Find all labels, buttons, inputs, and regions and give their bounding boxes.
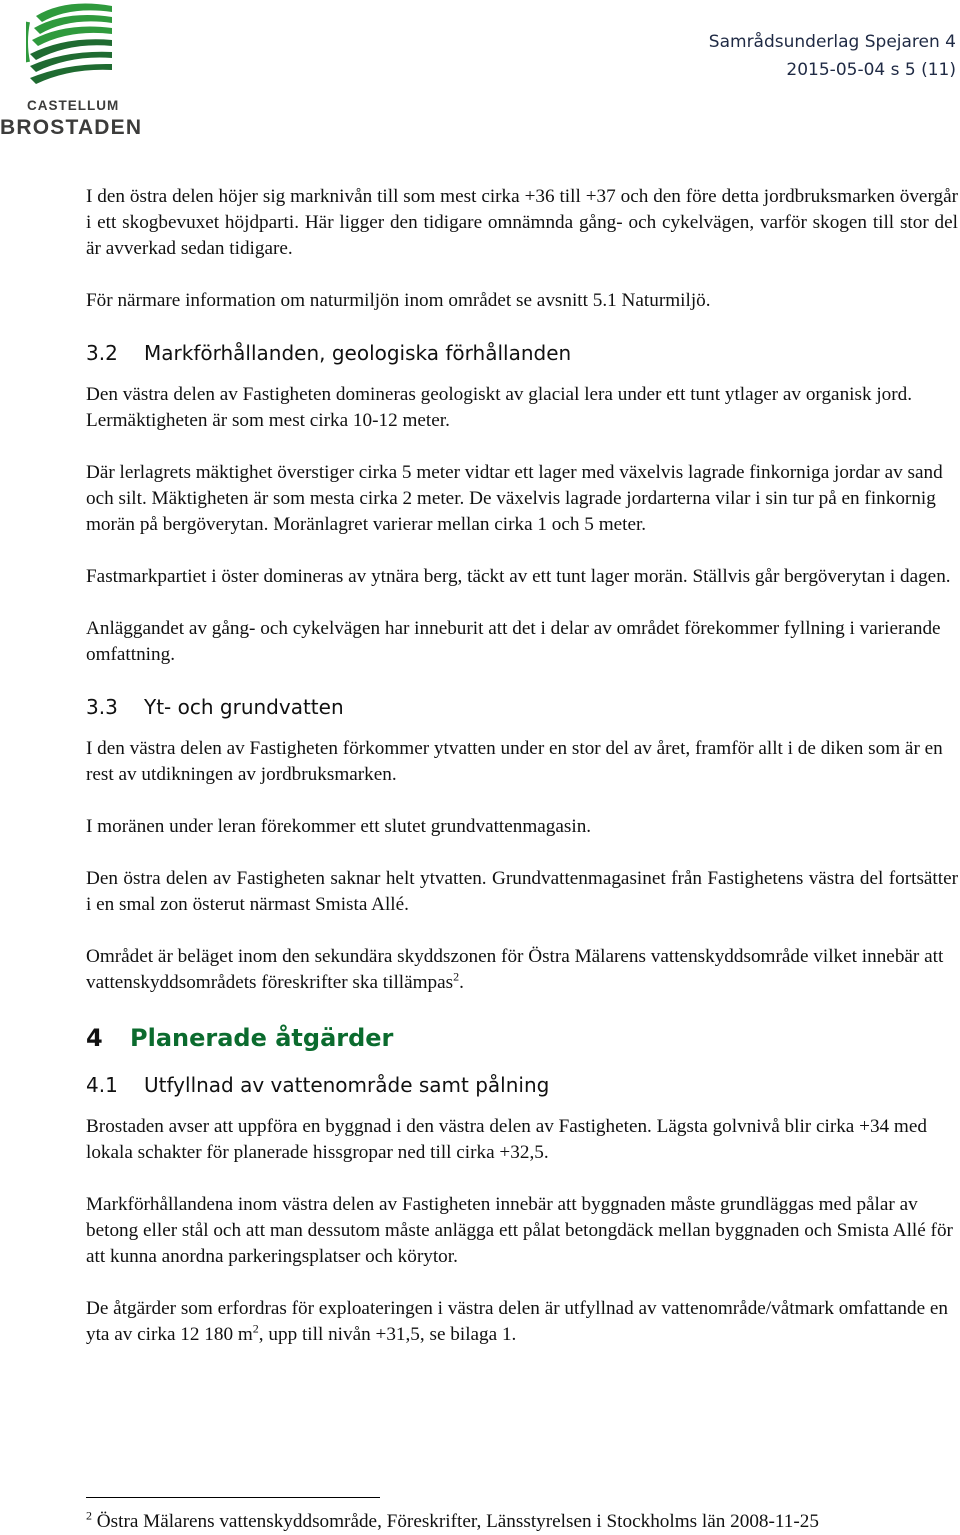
section-heading-3-2 bbox=[86, 340, 958, 366]
paragraph bbox=[86, 944, 958, 996]
superscript-squared: 2 bbox=[252, 1321, 259, 1336]
paragraph: I den västra delen av Fastigheten förkommer ytvatten under en stor del av året, framför allt i de diken som är en rest av utdikningen av jordbruksmarken. bbox=[86, 738, 943, 785]
paragraph: Fastmarkpartiet i öster domineras av ytnära berg, täckt av ett tunt lager morän. Ställvis går bergöverytan i dagen. bbox=[86, 566, 951, 587]
footnote-marker: 2 bbox=[86, 1508, 92, 1523]
paragraph: Där lerlagrets mäktighet överstiger cirka 5 meter vidtar ett lager med växelvis lagrade finkorniga jordar av sand och silt. Mäktigheten är som mesta cirka 2 meter. De växelvis lagrade jordarterna vilar i sin tur på en finkornig morän på bergöverytan. Moränlagret varierar mellan cirka 1 och 5 meter. bbox=[86, 462, 943, 535]
paragraph: Brostaden avser att uppföra en byggnad i den västra delen av Fastigheten. Lägsta golvnivå blir cirka +34 med lokala schakter för planerade hissgropar ned till cirka +32,5. bbox=[86, 1116, 927, 1163]
section-heading-4-1 bbox=[86, 1072, 958, 1098]
footnote-reference: 2 bbox=[453, 969, 460, 984]
chapter-heading-4 bbox=[86, 1022, 958, 1054]
paragraph: I moränen under leran förekommer ett slutet grundvattenmagasin. bbox=[86, 816, 592, 837]
paragraph: Den östra delen av Fastigheten saknar helt ytvatten. Grundvattenmagasinet från Fastighetens västra del fortsätter i en smal zon österut närmast Smista Allé. bbox=[86, 868, 958, 915]
footnote bbox=[86, 1509, 819, 1535]
logo-brand-name: BROSTADEN bbox=[0, 116, 143, 139]
document-header bbox=[709, 28, 956, 84]
document-title: Samrådsunderlag Spejaren 4 bbox=[708, 32, 956, 52]
section-number: 4.1 bbox=[86, 1073, 118, 1097]
company-logo bbox=[0, 2, 150, 142]
chapter-title: Planerade åtgärder bbox=[130, 1024, 394, 1052]
paragraph-text: Området är beläget inom den sekundära skyddszonen för Östra Mälarens vattenskyddsområde vilket innebär att vattenskyddsområdets föreskrifter ska tillämpas bbox=[86, 946, 944, 993]
section-title: Markförhållanden, geologiska förhållanden bbox=[144, 341, 572, 365]
footnote-separator bbox=[86, 1497, 380, 1498]
chapter-number: 4 bbox=[86, 1024, 103, 1052]
paragraph-text: De åtgärder som erfordras för exploateringen i västra delen är utfyllnad av vattenområde/våtmark omfattande en yta av cirka 12 180 m bbox=[86, 1298, 949, 1345]
logo-company-name: CASTELLUM bbox=[27, 98, 120, 113]
paragraph: Anläggandet av gång- och cykelvägen har inneburit att det i delar av området förekommer fyllning i varierande omfattning. bbox=[86, 618, 941, 665]
paragraph-text-end: . bbox=[459, 972, 464, 993]
section-title: Yt- och grundvatten bbox=[144, 695, 344, 719]
castellum-logo-icon bbox=[26, 2, 116, 94]
section-heading-3-3 bbox=[86, 694, 958, 720]
section-number: 3.2 bbox=[86, 341, 118, 365]
document-date-page: 2015-05-04 s 5 (11) bbox=[786, 60, 956, 80]
paragraph bbox=[86, 1296, 958, 1348]
paragraph: Den västra delen av Fastigheten domineras geologiskt av glacial lera under ett tunt ytlager av organisk jord. Lermäktigheten är som mest cirka 10-12 meter. bbox=[86, 384, 913, 431]
paragraph: I den östra delen höjer sig marknivån till som mest cirka +36 till +37 och den före detta jordbruksmarken övergår i ett skogbevuxet höjdparti. Här ligger den tidigare omnämnda gång- och cykelvägen, varför skogen till stor del är avverkad sedan tidigare. bbox=[86, 186, 958, 259]
section-number: 3.3 bbox=[86, 695, 118, 719]
section-title: Utfyllnad av vattenområde samt pålning bbox=[144, 1073, 550, 1097]
paragraph-text-end: , upp till nivån +31,5, se bilaga 1. bbox=[258, 1324, 517, 1345]
paragraph: Markförhållandena inom västra delen av Fastigheten innebär att byggnaden måste grundläggas med pålar av betong eller stål och att man dessutom måste anlägga ett pålat betongdäck mellan byggnaden och Smista Allé för att kunna anordna parkeringsplatser och körytor. bbox=[86, 1194, 953, 1267]
document-body bbox=[86, 184, 958, 1374]
paragraph: För närmare information om naturmiljön inom området se avsnitt 5.1 Naturmiljö. bbox=[86, 290, 711, 311]
footnote-text: Östra Mälarens vattenskyddsområde, Föreskrifter, Länsstyrelsen i Stockholms län 2008-11-25 bbox=[96, 1511, 819, 1532]
